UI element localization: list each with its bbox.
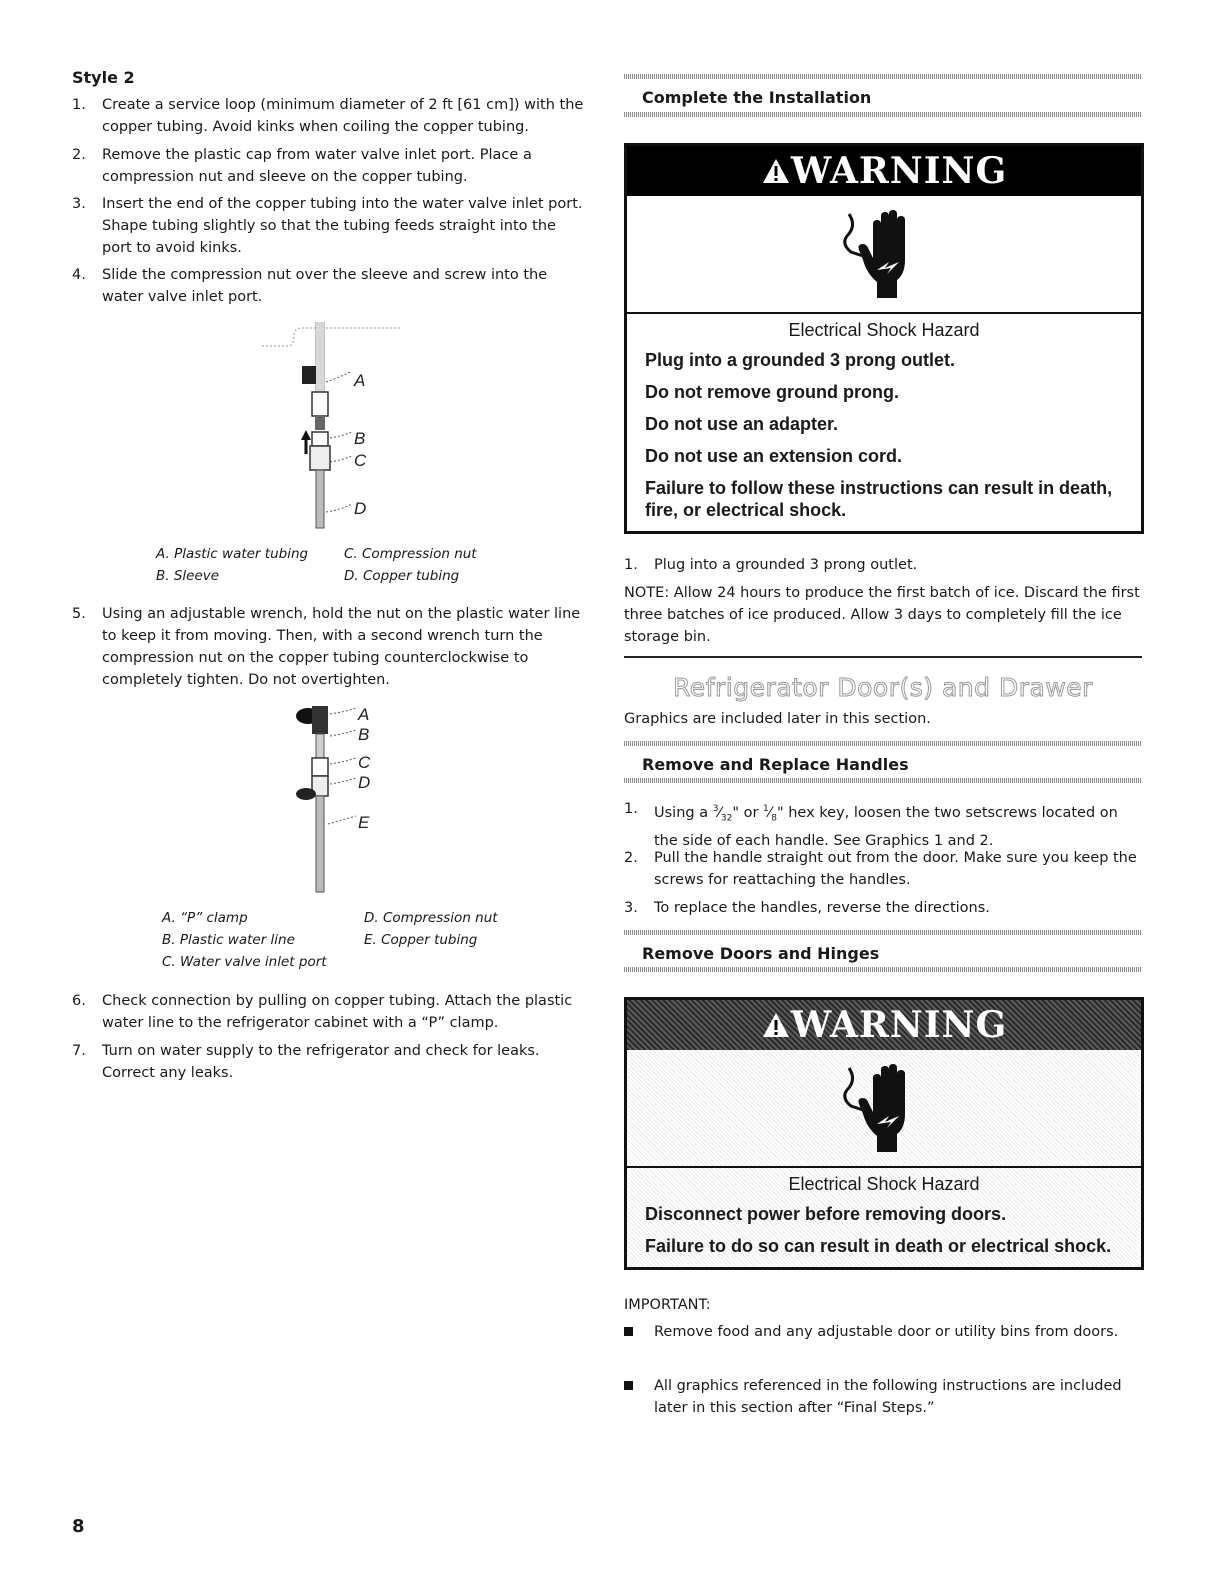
warning-box-electrical	[624, 143, 1144, 534]
note-text: Allow 24 hours to produce the first batch of ice. Discard the first three batches of ice produced. Allow 3 days to completely fill the ice storage bin.	[624, 585, 1140, 645]
figure-1-label-d: D	[354, 499, 367, 518]
warning-box-doors	[624, 997, 1144, 1270]
step-number: 2.	[72, 147, 86, 163]
warning-triangle-icon	[761, 157, 791, 185]
warning-banner	[627, 146, 1141, 196]
electric-shock-hand-icon	[843, 1058, 929, 1158]
graphics-note: Graphics are included later in this section.	[624, 711, 931, 727]
figure-1-label-b: B	[354, 429, 366, 448]
complete-installation-heading: Complete the Installation	[642, 88, 872, 107]
step-number: 7.	[72, 1043, 86, 1059]
electric-shock-hand-icon	[843, 204, 929, 304]
warning-line: Do not remove ground prong.	[645, 382, 899, 402]
warning-line: Failure to do so can result in death or electrical shock.	[645, 1236, 1112, 1256]
step-number: 1.	[72, 97, 86, 113]
section-divider	[624, 656, 1142, 658]
step-text-part: Using a	[654, 804, 713, 821]
warning-line: Do not use an adapter.	[645, 414, 839, 434]
figure-2-clamp-diagram	[272, 702, 482, 898]
figure-2-caption-d: D. Compression nut	[364, 910, 498, 926]
step-text: Using an adjustable wrench, hold the nut on the plastic water line to keep it from moving. Then, with a second wrench turn the compression nut on the copper tubing counterclockwise to completely tighten. Do not overtighten.	[102, 606, 581, 688]
fraction-numerator: 1	[763, 804, 769, 814]
step-4	[72, 264, 588, 308]
step-number: 5.	[72, 606, 86, 622]
step-text: Using a $^3⁄_{32}$" or $^1⁄_8$" hex key, loosen the two setscrews located on the side of each handle. See Graphics 1 and 2.	[654, 804, 1118, 849]
step-number: 4.	[72, 267, 86, 283]
figure-2-label-b: B	[358, 725, 370, 744]
step-number: 1.	[624, 557, 638, 573]
hazard-label: Electrical Shock Hazard	[788, 320, 980, 340]
figure-2-label-d: D	[358, 773, 371, 792]
warning-title: WARNING	[790, 150, 1008, 192]
warning-text	[627, 1168, 1141, 1267]
figure-2-drawing	[296, 706, 356, 892]
step-3	[72, 193, 588, 259]
important-label: IMPORTANT:	[624, 1297, 711, 1313]
bullet-square-icon	[624, 1327, 633, 1336]
step-6	[72, 990, 588, 1034]
step-number: 6.	[72, 993, 86, 1009]
step-text: Create a service loop (minimum diameter of 2 ft [61 cm]) with the copper tubing. Avoid kinks when coiling the copper tubing.	[102, 97, 584, 135]
figure-2-caption-c: C. Water valve inlet port	[162, 954, 327, 970]
handle-step-2	[624, 847, 1142, 891]
step-number: 1.	[624, 801, 638, 817]
step-text: Pull the handle straight out from the door. Make sure you keep the screws for reattaching the handles.	[654, 850, 1137, 888]
fraction-denominator: 8	[771, 813, 777, 824]
warning-line: Disconnect power before removing doors.	[645, 1204, 1007, 1224]
warning-text	[627, 314, 1141, 531]
figure-2-label-e: E	[358, 813, 370, 832]
bullet-text: All graphics referenced in the following instructions are included later in this section after “Final Steps.”	[654, 1378, 1122, 1416]
remove-handles-heading: Remove and Replace Handles	[642, 755, 909, 774]
section-rule	[624, 741, 1142, 746]
figure-2-label-a: A	[358, 705, 370, 724]
warning-triangle-icon	[761, 1011, 791, 1039]
section-rule	[624, 74, 1142, 79]
note-label: NOTE:	[624, 585, 670, 601]
handle-step-1	[624, 798, 1142, 852]
step-text: Slide the compression nut over the sleeve and screw into the water valve inlet port.	[102, 267, 548, 305]
step-1	[72, 94, 588, 138]
figure-1-caption-b: B. Sleeve	[156, 568, 220, 584]
step-number: 3.	[72, 196, 86, 212]
step-5	[72, 603, 588, 691]
figure-2-caption-e: E. Copper tubing	[364, 932, 478, 948]
figure-1-caption-c: C. Compression nut	[344, 546, 477, 562]
page-number: 8	[72, 1516, 85, 1537]
figure-1-caption-a: A. Plastic water tubing	[156, 546, 309, 562]
note-paragraph	[624, 582, 1142, 648]
warning-banner	[627, 1000, 1141, 1050]
warning-line: Plug into a grounded 3 prong outlet.	[645, 350, 955, 370]
style-heading: Style 2	[72, 68, 135, 87]
section-rule	[624, 967, 1142, 972]
figure-2-label-c: C	[358, 753, 371, 772]
figure-1-label-c: C	[354, 451, 367, 470]
remove-doors-heading: Remove Doors and Hinges	[642, 944, 880, 963]
hazard-icon-row	[627, 196, 1141, 314]
step-text: Turn on water supply to the refrigerator and check for leaks. Correct any leaks.	[102, 1043, 540, 1081]
hazard-label: Electrical Shock Hazard	[788, 1174, 980, 1194]
step-text: Check connection by pulling on copper tubing. Attach the plastic water line to the refrigerator cabinet with a “P” clamp.	[102, 993, 573, 1031]
step-text: Insert the end of the copper tubing into the water valve inlet port. Shape tubing slightly so that the tubing feeds straight into the port to avoid kinks.	[102, 196, 583, 256]
step-text: Plug into a grounded 3 prong outlet.	[654, 557, 918, 573]
step-number: 3.	[624, 900, 638, 916]
warning-title: WARNING	[790, 1004, 1008, 1046]
figure-2-caption-a: A. “P” clamp	[162, 910, 248, 926]
important-bullet	[624, 1321, 1142, 1343]
fraction-numerator: 3	[712, 804, 719, 814]
figure-1-tubing-diagram	[252, 322, 492, 536]
figure-1-caption-d: D. Copper tubing	[344, 568, 460, 584]
step-text-part: " hex key, loosen the two setscrews located on the side of each handle. See Graphics 1 and 2.	[654, 804, 1118, 849]
figure-1-label-a: A	[354, 371, 366, 390]
bullet-square-icon	[624, 1381, 633, 1390]
fraction-denominator: 32	[720, 813, 733, 824]
bullet-text: Remove food and any adjustable door or utility bins from doors.	[654, 1324, 1119, 1340]
hazard-icon-row	[627, 1050, 1141, 1168]
warning-line: Do not use an extension cord.	[645, 446, 903, 466]
step-number: 2.	[624, 850, 638, 866]
plug-step	[624, 554, 1142, 576]
section-rule	[624, 778, 1142, 783]
step-2	[72, 144, 588, 188]
handle-step-3	[624, 897, 1142, 919]
warning-line: Failure to follow these instructions can result in death, fire, or electrical shock.	[645, 478, 1113, 520]
step-text-part: " or	[732, 804, 764, 821]
important-bullet	[624, 1375, 1142, 1419]
section-rule	[624, 112, 1142, 117]
doors-section-title: Refrigerator Door(s) and Drawer	[673, 673, 1093, 702]
step-text: To replace the handles, reverse the directions.	[654, 900, 990, 916]
figure-1-drawing	[262, 322, 402, 528]
step-text: Remove the plastic cap from water valve inlet port. Place a compression nut and sleeve on the copper tubing.	[102, 147, 532, 185]
section-rule	[624, 930, 1142, 935]
step-7	[72, 1040, 588, 1084]
figure-2-caption-b: B. Plastic water line	[162, 932, 295, 948]
